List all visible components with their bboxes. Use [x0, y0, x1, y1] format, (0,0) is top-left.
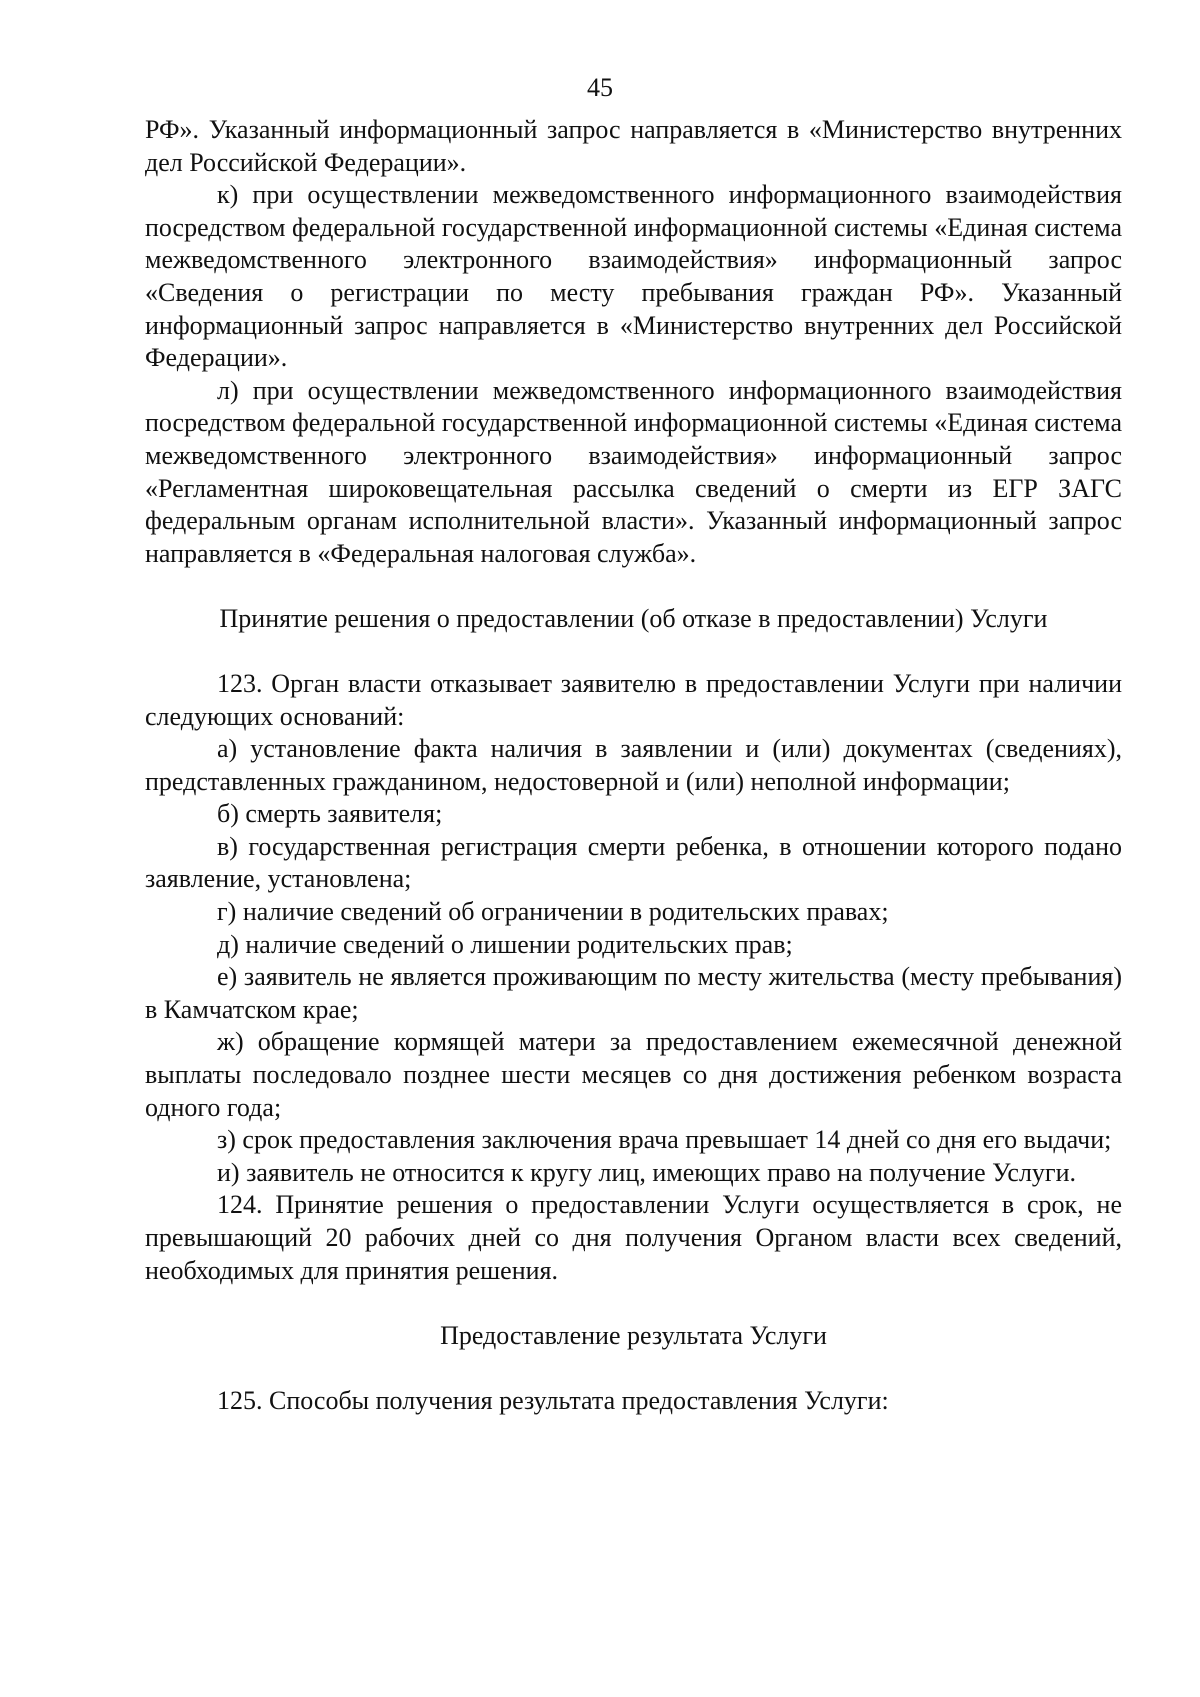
page-number: 45 — [587, 73, 613, 102]
paragraph-item-k: к) при осуществлении межведомственного информационного взаимодействия посредством федеральной государственной информационной системы «Единая система межведомственного электронного взаимодействия» информационный запрос «Сведения о регистрации по месту пребывания граждан РФ». Указанный информационный запрос направляется в «Министерство внутренних дел Российской Федерации». — [145, 180, 1122, 373]
paragraph-item-v: в) государственная регистрация смерти ребенка, в отношении которого подано заявление, установлена; — [145, 831, 1122, 894]
paragraph-item-g: г) наличие сведений об ограничении в родительских правах; — [217, 897, 889, 927]
paragraph-item-e: е) заявитель не является проживающим по месту жительства (месту пребывания) в Камчатском крае; — [145, 962, 1122, 1024]
paragraph-item-l: л) при осуществлении межведомственного информационного взаимодействия посредством федеральной государственной информационной системы «Единая система межведомственного электронного взаимодействия» информационный запрос «Регламентная широковещательная рассылка сведений о смерти из ЕГР ЗАГС федеральным органам исполнительной власти». Указанный информационный запрос направляется в «Федеральная налоговая служба». — [145, 375, 1122, 568]
paragraph-item-b: б) смерть заявителя; — [217, 799, 443, 829]
paragraph-125: 125. Способы получения результата предоставления Услуги: — [217, 1385, 889, 1415]
paragraph-item-zh: ж) обращение кормящей матери за предоставлением ежемесячной денежной выплаты последовало позднее шести месяцев со дня достижения ребенком возраста одного года; — [145, 1027, 1122, 1122]
section-heading-decision: Принятие решения о предоставлении (об отказе в предоставлении) Услуги — [219, 604, 1048, 634]
section-heading-result: Предоставление результата Услуги — [440, 1321, 827, 1351]
paragraph-124: 124. Принятие решения о предоставлении Услуги осуществляется в срок, не превышающий 20 рабочих дней со дня получения Органом власти всех сведений, необходимых для принятия решения. — [145, 1190, 1122, 1285]
paragraph-123: 123. Орган власти отказывает заявителю в предоставлении Услуги при наличии следующих оснований: — [145, 668, 1122, 731]
paragraph-item-d: д) наличие сведений о лишении родительских прав; — [217, 929, 793, 959]
paragraph-continuation: РФ». Указанный информационный запрос направляется в «Министерство внутренних дел Российской Федерации». — [145, 115, 1122, 177]
paragraph-item-a: а) установление факта наличия в заявлении и (или) документах (сведениях), представленных гражданином, недостоверной и (или) неполной информации; — [145, 734, 1122, 796]
document-body — [145, 114, 1122, 1417]
paragraph-item-z: з) срок предоставления заключения врача превышает 14 дней со дня его выдачи; — [217, 1125, 1112, 1155]
paragraph-item-i: и) заявитель не относится к кругу лиц, имеющих право на получение Услуги. — [217, 1157, 1077, 1187]
